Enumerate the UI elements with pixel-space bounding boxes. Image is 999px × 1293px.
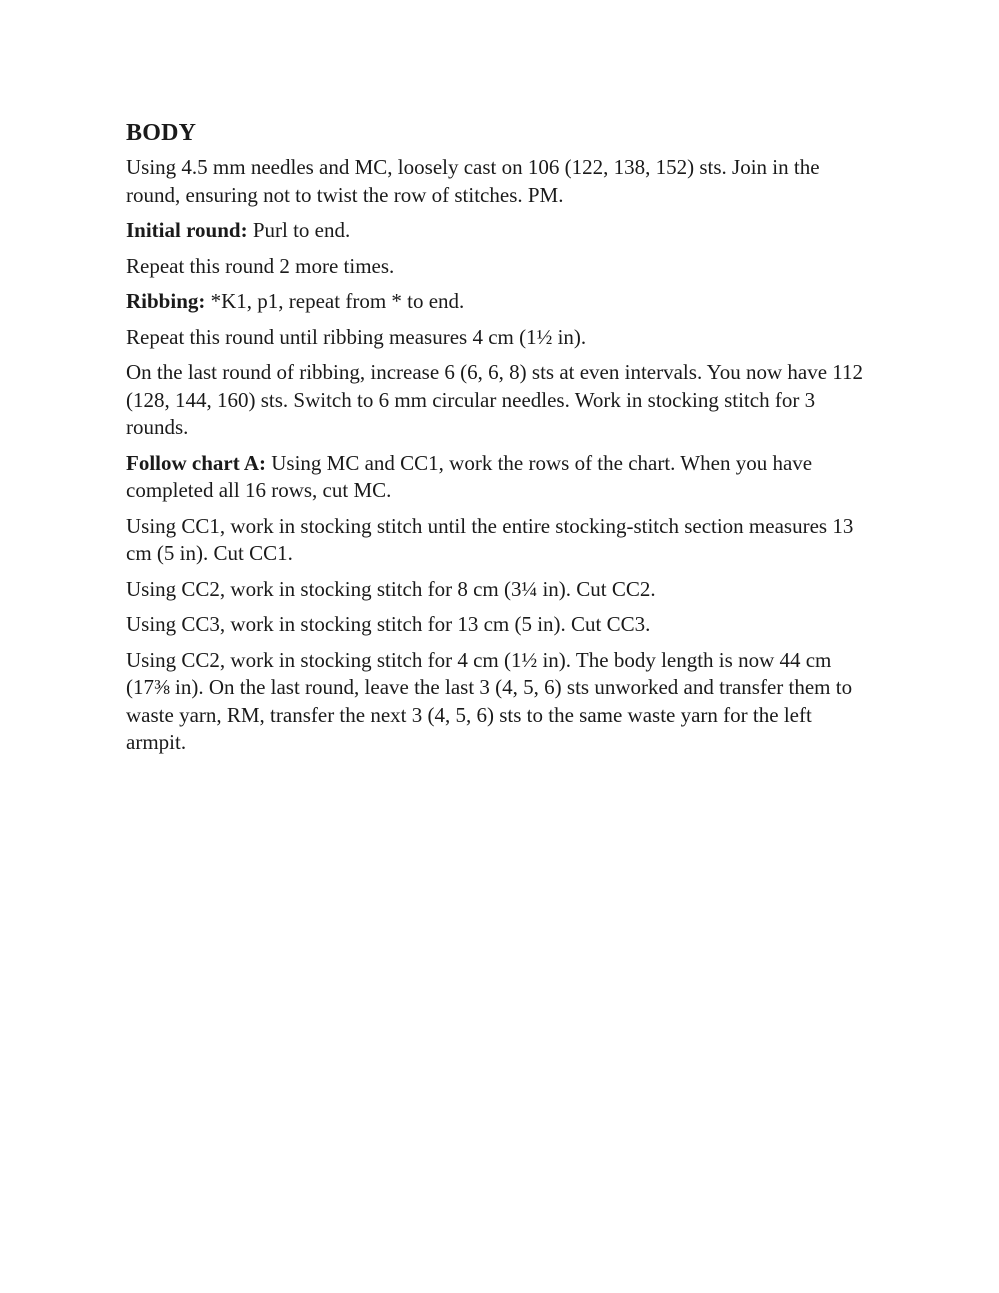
paragraph-text: Using 4.5 mm needles and MC, loosely cast on 106 (122, 138, 152) sts. Join in the round, ensuring not to twist the row of stitches. PM. <box>126 155 820 207</box>
paragraph-label: Ribbing: <box>126 289 206 313</box>
paragraph-cast-on <box>126 154 871 209</box>
paragraph-text: *K1, p1, repeat from * to end. <box>205 289 465 313</box>
paragraph-chart-a <box>126 450 871 505</box>
paragraph-text: Repeat this round until ribbing measures 4 cm (1½ in). <box>126 324 587 349</box>
paragraph-cc2-final <box>126 647 871 757</box>
document-page <box>126 117 871 765</box>
paragraph-text: Using CC2, work in stocking stitch for 8 cm (3¼ in). Cut CC2. <box>126 576 656 601</box>
paragraph-text: Using MC and CC1, work the rows of the chart. When you have completed all 16 rows, cut MC. <box>126 450 813 502</box>
paragraph-text: Using CC3, work in stocking stitch for 13 cm (5 in). Cut CC3. <box>126 612 651 636</box>
section-heading: BODY <box>126 120 197 146</box>
paragraph-text: Using CC1, work in stocking stitch until the entire stocking-stitch section measures 13 cm (5 in). Cut CC1. <box>126 513 854 565</box>
paragraph-text: Purl to end. <box>247 218 351 242</box>
paragraph-text: Using CC2, work in stocking stitch for 4 cm (1½ in). The body length is now 44 cm (17⅜ in). On the last round, leave the last 3 (4, 5, 6) sts unworked and transfer them to waste yarn, RM, transfer the next 3 (4, 5, 6) sts to the same waste yarn for the left armpit. <box>126 647 853 754</box>
paragraph-increase <box>126 359 871 442</box>
paragraph-label: Initial round: <box>126 218 248 242</box>
paragraph-cc3 <box>126 611 871 639</box>
paragraph-text: On the last round of ribbing, increase 6 (6, 6, 8) sts at even intervals. You now have 112 (128, 144, 160) sts. Switch to 6 mm circular needles. Work in stocking stitch for 3 rounds. <box>126 360 863 439</box>
paragraph-ribbing-measure <box>126 324 871 352</box>
paragraph-label: Follow chart A: <box>126 450 266 475</box>
paragraph-text: Repeat this round 2 more times. <box>126 253 395 278</box>
paragraph-cc2-first <box>126 576 871 604</box>
paragraph-repeat-round <box>126 253 871 281</box>
paragraph-initial-round <box>126 217 871 245</box>
paragraph-cc1 <box>126 513 871 568</box>
paragraph-ribbing <box>126 288 871 316</box>
